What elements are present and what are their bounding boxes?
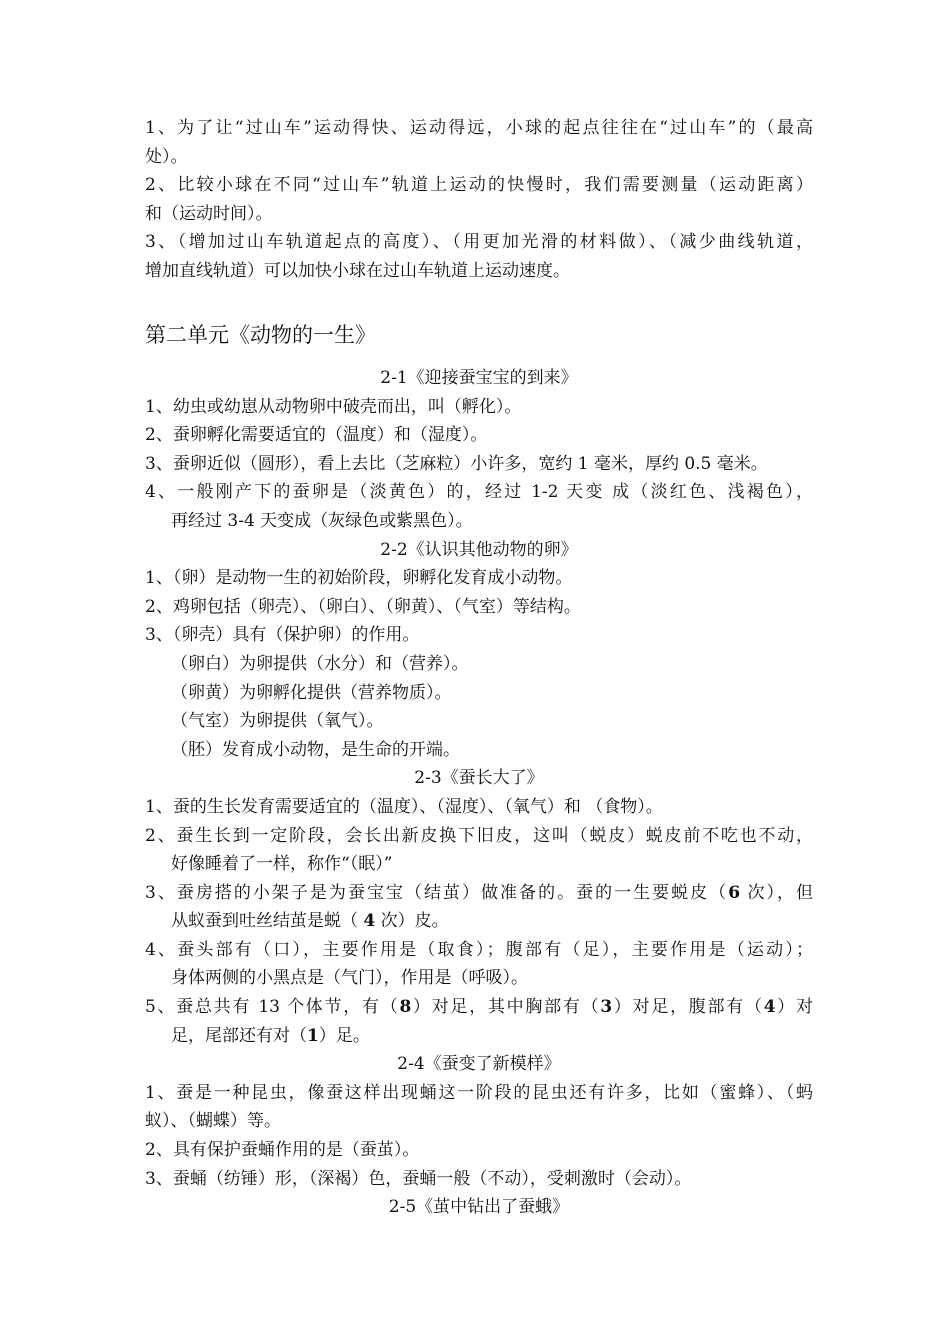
intro-section [145, 114, 813, 286]
lesson-2-1-item-2: 2、蚕卵孵化需要适宜的（温度）和（湿度）。 [145, 425, 488, 446]
text-segment: 从蚁蚕到吐丝结茧是蜕（ [171, 911, 364, 932]
lesson-2-1-item-1: 1、幼虫或幼崽从动物卵中破壳而出，叫（孵化）。 [145, 396, 522, 417]
lesson-2-3-item-5-line-2 [145, 1022, 813, 1051]
intro-item-1-line-1: 1、为了让“过山车”运动得快、运动得远，小球的起点往往在“过山车”的（最高 [145, 118, 813, 138]
unit-title: 第二单元《动物的一生》 [145, 323, 376, 347]
leg-count: 8 [399, 997, 412, 1018]
intro-item-3-line-2: 增加直线轨道）可以加快小球在过山车轨道上运动速度。 [145, 260, 570, 281]
lesson-2-2-item-3-embryo: （胚）发育成小动物，是生命的开端。 [171, 739, 460, 760]
lesson-2-4-title: 2-4《蚕变了新模样》 [397, 1054, 561, 1075]
lesson-2-2-item-3-yolk: （卵黄）为卵孵化提供（营养物质）。 [171, 682, 452, 703]
lesson-2-4-item-3: 3、蚕蛹（纺锤）形，（深褐）色，蚕蛹一般（不动），受刺激时（会动）。 [145, 1168, 692, 1189]
lesson-2-3-item-3-line-2 [145, 907, 813, 936]
lesson-2-1-title: 2-1《迎接蚕宝宝的到来》 [380, 368, 578, 388]
lesson-2-2-item-3-air-cell: （气室）为卵提供（氧气）。 [171, 711, 384, 732]
text-segment: 3、蚕房搭的小架子是为蚕宝宝（结茧）做准备的。蚕的一生要蜕皮（ [145, 882, 729, 903]
intro-item-1-line-2: 处）。 [145, 146, 188, 167]
lesson-2-4-item-1-line-1: 1、蚕是一种昆虫，像蚕这样出现蛹这一阶段的昆虫还有许多，比如（蜜蜂）、（蚂 [145, 1082, 813, 1103]
text-segment: 次），但 [740, 882, 813, 903]
text-segment: ）足。 [318, 1025, 370, 1046]
lesson-2-1-item-4-line-2: 再经过 3-4 天变成（灰绿色或紫黑色）。 [171, 510, 473, 531]
text-segment: ）对足，腹部有（ [612, 997, 764, 1018]
text-segment: ）对足，其中胸部有（ [411, 997, 601, 1018]
lesson-2-4-item-1-line-2: 蚁）、（蝴蝶）等。 [145, 1111, 281, 1132]
intro-item-3-line-1: 3、（增加过山车轨道起点的高度）、（用更加光滑的材料做）、（减少曲线轨道， [145, 232, 813, 253]
lesson-2-3-item-4-line-1: 4、蚕头部有（口），主要作用是（取食）；腹部有（足），主要作用是（运动）； [145, 939, 813, 960]
lesson-2-2-item-2: 2、鸡卵包括（卵壳）、（卵白）、（卵黄）、（气室）等结构。 [145, 596, 581, 617]
lesson-2-3-item-5-line-1 [145, 993, 813, 1022]
lesson-2-3-item-1: 1、蚕的生长发育需要适宜的（温度）、（湿度）、（氧气）和 （食物）。 [145, 796, 663, 817]
molt-count: 6 [728, 882, 741, 903]
lesson-2-1-item-3: 3、蚕卵近似（圆形），看上去比（芝麻粒）小许多，宽约 1 毫米，厚约 0.5 毫米。 [145, 453, 768, 474]
lesson-2-2-item-3: 3、（卵壳）具有（保护卵）的作用。 [145, 625, 420, 646]
lesson-2-2-item-1: 1、（卵）是动物一生的初始阶段，卵孵化发育成小动物。 [145, 568, 573, 589]
lesson-2-2-title: 2-2《认识其他动物的卵》 [380, 539, 578, 560]
lesson-2-1-item-4-line-1: 4、一般刚产下的蚕卵是（淡黄色）的，经过 1-2 天变 成（淡红色、浅褐色）， [145, 482, 813, 503]
lesson-2-3-item-2-line-2: 好像睡着了一样，称作“（眠）” [171, 854, 393, 875]
lesson-2-2-item-3-egg-white: （卵白）为卵提供（水分）和（营养）。 [171, 653, 469, 674]
lesson-sections [145, 364, 813, 1222]
intro-item-2-line-2: 和（运动时间）。 [145, 203, 273, 224]
leg-count: 4 [763, 997, 776, 1018]
lesson-2-4-item-2: 2、具有保护蚕蛹作用的是（蚕茧）。 [145, 1140, 420, 1161]
molt-count: 4 [363, 911, 376, 932]
lesson-2-3-item-3-line-1 [145, 879, 813, 908]
leg-count: 1 [307, 1025, 319, 1046]
intro-item-2-line-1: 2、比较小球在不同“过山车”轨道上运动的快慢时，我们需要测量（运动距离） [145, 175, 813, 196]
text-segment: 5、蚕总共有 13 个体节，有（ [145, 997, 400, 1018]
lesson-2-5-title: 2-5《茧中钻出了蚕蛾》 [388, 1197, 570, 1218]
leg-count: 3 [600, 997, 613, 1018]
text-segment: ）对 [775, 997, 814, 1018]
text-segment: 次）皮。 [375, 911, 449, 932]
lesson-2-3-title: 2-3《蚕长大了》 [414, 768, 544, 789]
text-segment: 足，尾部还有对（ [171, 1025, 307, 1046]
lesson-2-3-item-2-line-1: 2、蚕生长到一定阶段，会长出新皮换下旧皮，这叫（蜕皮）蜕皮前不吃也不动， [145, 825, 813, 846]
lesson-2-3-item-4-line-2: 身体两侧的小黑点是（气门），作用是（呼吸）。 [171, 968, 528, 989]
